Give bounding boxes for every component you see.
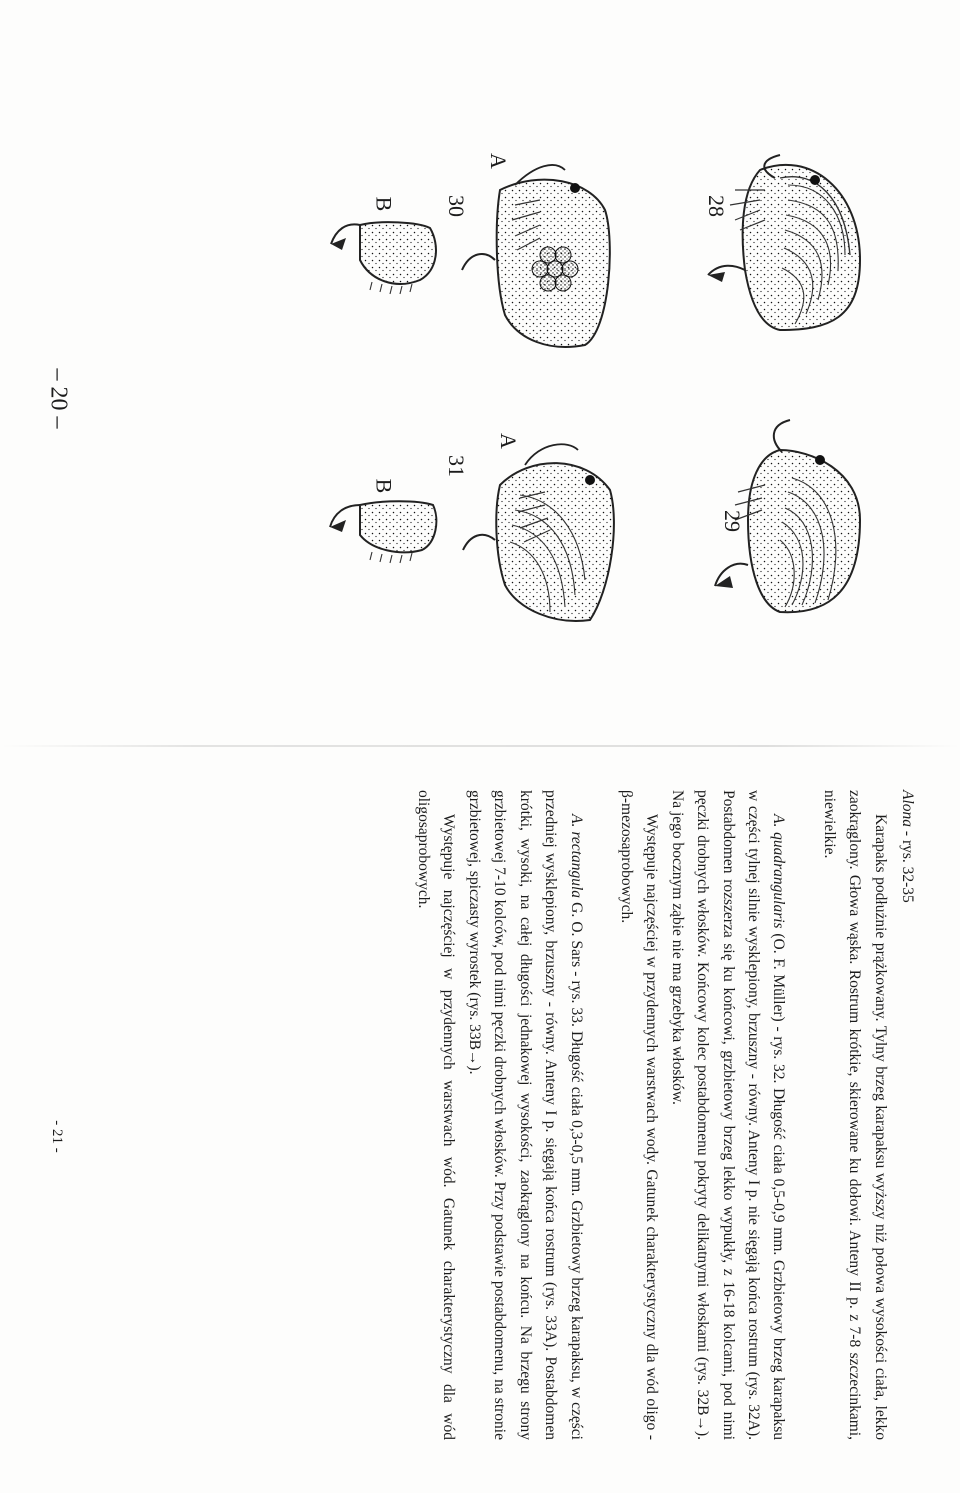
figure-number-30: 30 (444, 195, 469, 217)
figure-31b-postabdomen (330, 501, 436, 563)
genus-name: Alona (899, 790, 916, 828)
section-heading (895, 790, 920, 1440)
figure-plate (0, 0, 960, 745)
rectangula-description: G. O. Sars - rys. 33. Długość ciała 0,3-0,5 mm. Grzbietowy brzeg karapaksu, w części przedniej wysklepiony, brzuszny - równy. Anteny I p. sięgają końca rostrum (rys. 33A). Postabdomen krótki, wysoki, na całej długości jednakowej wysokości, zaokrąglony na końcu. Na brzegu strony grzbietowej 7-10 kolców, pod nimi pęczki drobnych włosków. Przy podstawie postabdomenu, na stronie grzbietowej, spiczasty wyrostek (rys. 33B→). (465, 790, 585, 1440)
figure-30b-postabdomen (331, 222, 436, 294)
rectangula-habitat-paragraph: Występuje najczęściej w przydennych warstwach wód. Gatunek charakterystyczny dla wód oligosaprobowych. (415, 790, 458, 1440)
quadrangularis-paragraph (664, 790, 791, 1440)
figure-31-label-b: B (371, 478, 397, 494)
figure-31a-body (463, 444, 614, 621)
right-page-number: - 21 - (48, 1120, 65, 1153)
figure-number-28: 28 (704, 195, 729, 217)
figure-number-29: 29 (720, 510, 745, 532)
rotated-text-page (160, 790, 920, 1440)
left-page-number: – 20 – (45, 368, 72, 429)
quadrangularis-habitat-paragraph: Występuje najczęściej w przydennych warstwach wody. Gatunek charakterystyczny dla wód oligo - β-mezosaprobowych. (617, 790, 661, 1440)
figure-31-label-a: A (495, 433, 521, 449)
right-page-text-area (160, 790, 920, 1440)
page-fold (0, 745, 960, 747)
heading-reference: - rys. 32-35 (899, 827, 916, 903)
figure-30a-body (462, 165, 610, 347)
species-name-rectangula: A. rectangula (567, 814, 585, 899)
quadrangularis-description: (O. F. Müller) - rys. 32. Długość ciała 0,5-0,9 mm. Grzbietowy brzeg karapaksu w części tylnej silnie wysklepiony, brzuszny - równy. Anteny I p. nie sięgają końca rostrum (rys. 32A). Postabdomen rozszerza się ku końcowi, grzbietowy brzeg lekko wypukły, z 16-18 kolcami, pod nimi pęczki drobnych włosków. Końcowy kolec postabdomenu pokryty delikatnymi włoskami (rys. 32B→). Na jego bocznym ząbie nie ma grzebyka włosków. (668, 790, 788, 1440)
figure-number-31: 31 (444, 455, 469, 477)
figure-28-carapace (708, 155, 860, 330)
rectangula-paragraph (462, 790, 589, 1440)
figure-30-label-a: A (485, 153, 511, 169)
species-name-quadrangularis: A. quadrangularis (770, 814, 788, 929)
figure-30-label-b: B (371, 196, 397, 212)
zoological-illustrations (0, 0, 960, 745)
genus-description-paragraph: Karapaks podłużnie prążkowany. Tylny brzeg karapaksu wyższy niż połowa wysokości ciała, lekko zaokrąglony. Głowa wąska. Rostrum krótkie, skierowane ku dołowi. Anteny II p. z 7-8 szczecinkami, niewielkie. (820, 790, 889, 1440)
